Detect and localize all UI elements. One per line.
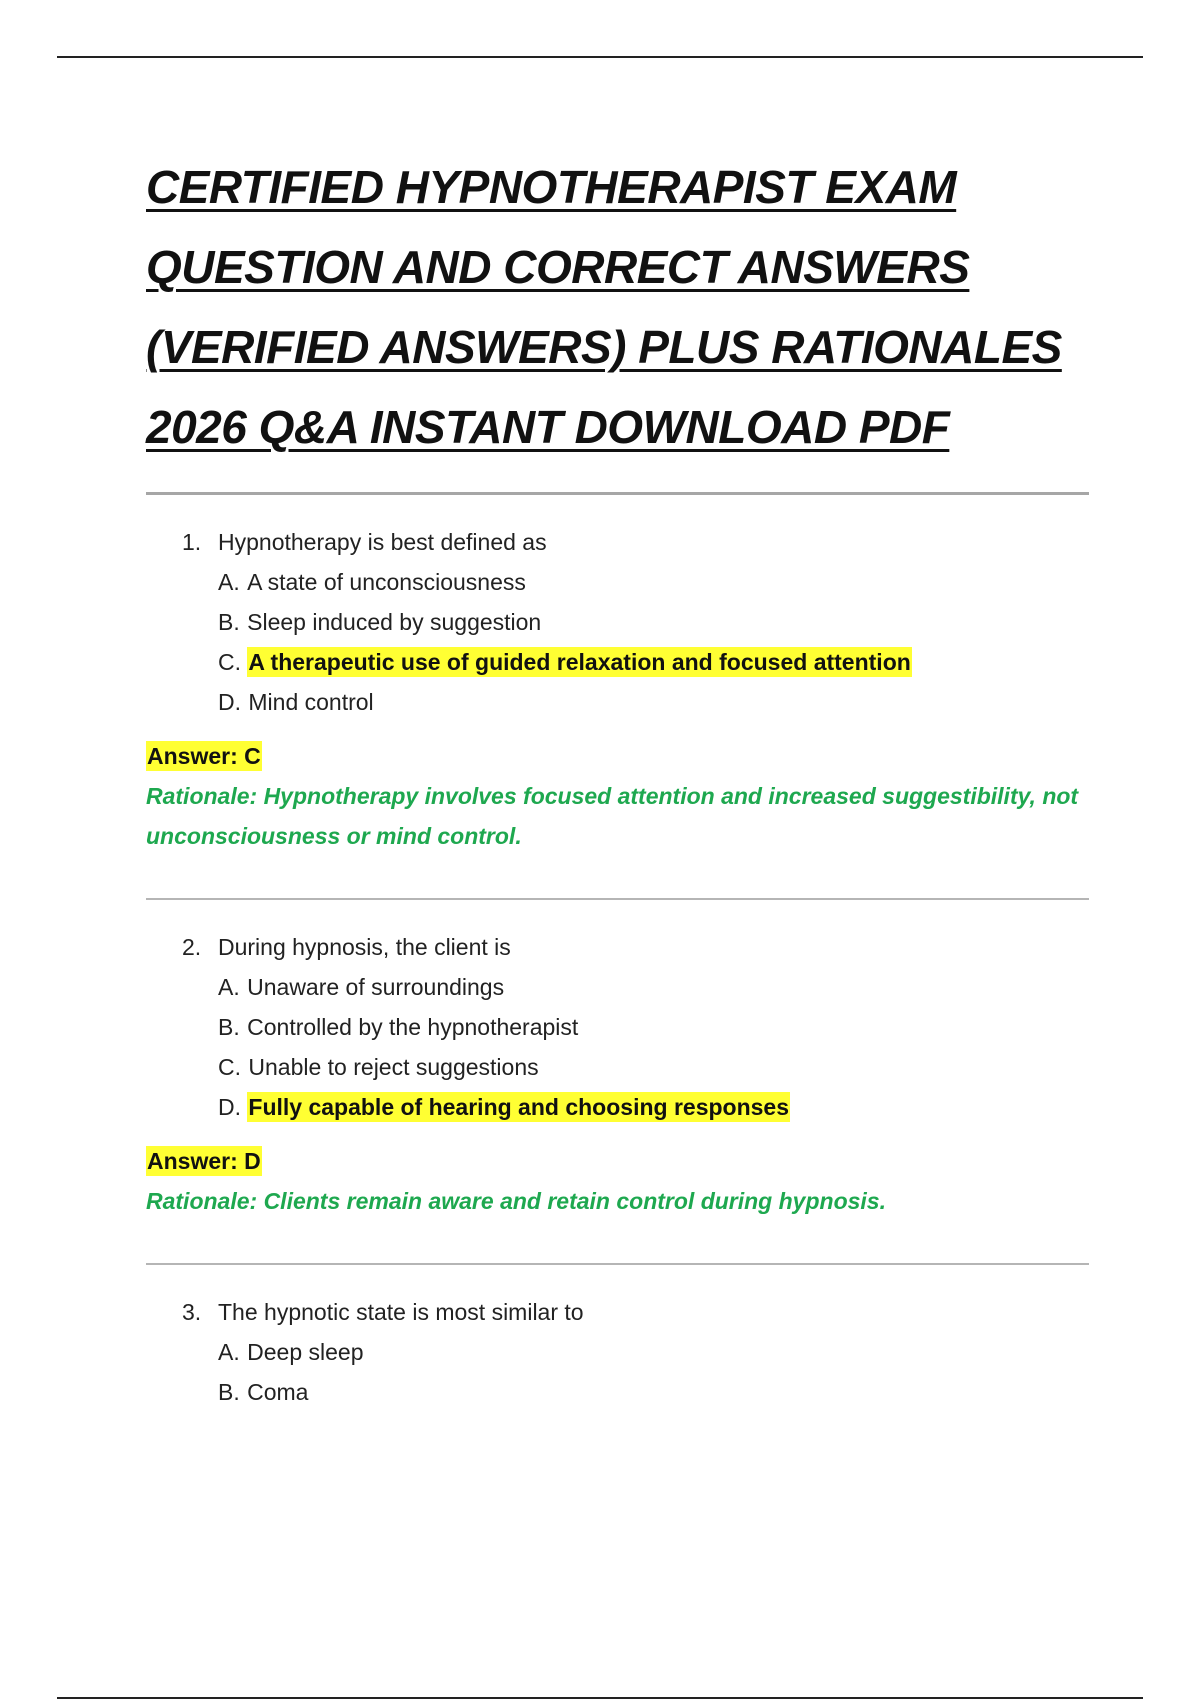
document-body [146, 147, 1089, 1412]
option-letter: B. [218, 1379, 240, 1405]
question-divider [146, 1263, 1089, 1265]
rationale-text: Rationale: Hypnotherapy involves focused attention and increased suggestibility, not unconsciousness or mind control. [146, 783, 1079, 849]
option-letter: B. [218, 609, 240, 635]
title-line: CERTIFIED HYPNOTHERAPIST EXAM [146, 161, 957, 213]
title-line: (VERIFIED ANSWERS) PLUS RATIONALES [146, 321, 1062, 373]
title-line: 2026 Q&A INSTANT DOWNLOAD PDF [146, 401, 950, 453]
question-text: The hypnotic state is most similar to [218, 1299, 584, 1325]
option-c [218, 1047, 1089, 1087]
option-text-highlighted: Fully capable of hearing and choosing responses [248, 1094, 790, 1120]
option-text: Unable to reject suggestions [248, 1054, 539, 1080]
answer-line [146, 1141, 1089, 1181]
option-c-correct [218, 642, 1089, 682]
question-3 [146, 1292, 1089, 1412]
option-d [218, 682, 1089, 722]
option-a [218, 967, 1089, 1007]
option-letter: B. [218, 1014, 240, 1040]
option-b [218, 1007, 1089, 1047]
option-a [218, 562, 1089, 602]
option-text: Mind control [248, 689, 374, 715]
option-d-correct [218, 1087, 1089, 1127]
option-b [218, 1372, 1089, 1412]
option-text: A state of unconsciousness [247, 569, 526, 595]
question-stem [182, 1292, 1089, 1332]
question-stem [182, 927, 1089, 967]
question-number: 1. [182, 529, 202, 555]
title-divider [146, 492, 1089, 495]
question-text: Hypnotherapy is best defined as [218, 529, 547, 555]
option-letter: A. [218, 569, 240, 595]
option-text: Sleep induced by suggestion [247, 609, 542, 635]
question-divider [146, 898, 1089, 900]
option-text: Coma [247, 1379, 309, 1405]
option-a [218, 1332, 1089, 1372]
question-text: During hypnosis, the client is [218, 934, 511, 960]
option-letter: A. [218, 1339, 240, 1365]
question-stem [182, 522, 1089, 562]
option-text: Controlled by the hypnotherapist [247, 1014, 579, 1040]
document-title [146, 147, 1089, 467]
option-letter: C. [218, 649, 241, 675]
page-bottom-rule [57, 1697, 1143, 1699]
answer-badge: Answer: D [147, 1148, 261, 1174]
question-1 [146, 522, 1089, 856]
option-letter: D. [218, 689, 241, 715]
question-number: 2. [182, 934, 202, 960]
question-number: 3. [182, 1299, 202, 1325]
page-top-rule [57, 56, 1143, 58]
option-b [218, 602, 1089, 642]
title-line: QUESTION AND CORRECT ANSWERS [146, 241, 970, 293]
option-text: Deep sleep [247, 1339, 364, 1365]
option-letter: C. [218, 1054, 241, 1080]
option-text-highlighted: A therapeutic use of guided relaxation and focused attention [248, 649, 911, 675]
option-text: Unaware of surroundings [247, 974, 505, 1000]
answer-line [146, 736, 1089, 776]
rationale-text: Rationale: Clients remain aware and retain control during hypnosis. [146, 1188, 886, 1214]
answer-badge: Answer: C [147, 743, 261, 769]
question-2 [146, 927, 1089, 1221]
option-letter: A. [218, 974, 240, 1000]
option-letter: D. [218, 1094, 241, 1120]
